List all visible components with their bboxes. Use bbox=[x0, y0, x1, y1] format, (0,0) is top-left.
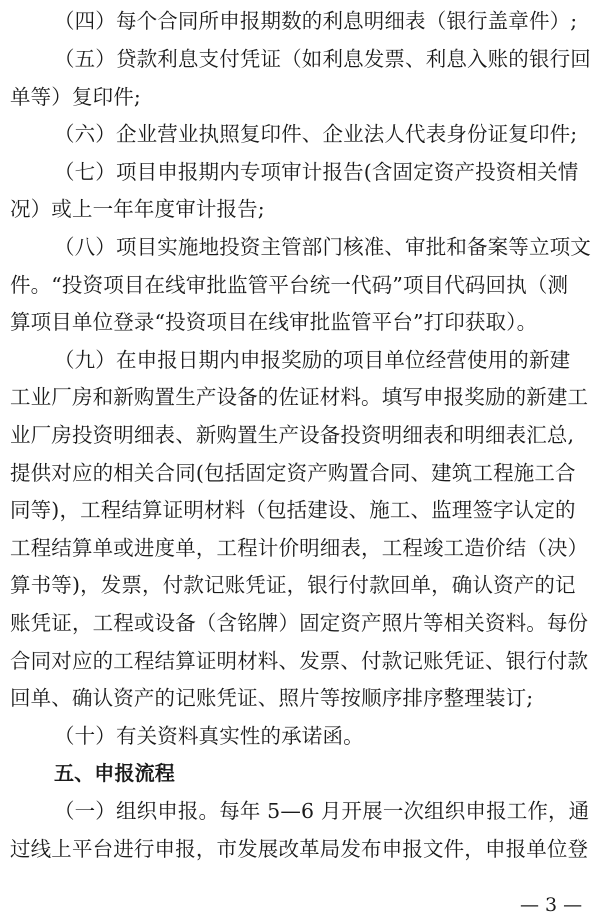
item-9-line-5: 同等)，工程结算证明材料（包括建设、施工、监理签字认定的 bbox=[10, 498, 576, 522]
procedure-1-line-1: （一）组织申报。每年 5—6 月开展一次组织申报工作，通 bbox=[54, 799, 590, 823]
procedure-1-line-2: 过线上平台进行申报，市发展改革局发布申报文件，申报单位登 bbox=[10, 837, 589, 861]
item-9-line-3: 业厂房投资明细表、新购置生产设备投资明细表和明细表汇总, bbox=[10, 423, 575, 447]
item-7-line-1: （七）项目申报期内专项审计报告(含固定资产投资相关情 bbox=[54, 160, 579, 184]
item-4-line-1: （四）每个合同所申报期数的利息明细表（银行盖章件）; bbox=[54, 9, 578, 33]
item-10-line-1: （十）有关资料真实性的承诺函。 bbox=[54, 724, 364, 748]
item-6-line-1: （六）企业营业执照复印件、企业法人代表身份证复印件; bbox=[54, 122, 578, 146]
section-heading: 五、申报流程 bbox=[54, 761, 175, 785]
item-8-line-2: 件。“投资项目在线审批监管平台统一代码”项目代码回执（测 bbox=[10, 273, 569, 297]
item-8-line-3: 算项目单位登录“投资项目在线审批监管平台”打印获取）。 bbox=[10, 310, 538, 334]
item-9-line-10: 回单、确认资产的记账凭证、照片等按顺序排序整理装订; bbox=[10, 686, 534, 710]
item-9-line-7: 算书等)，发票，付款记账凭证，银行付款回单，确认资产的记 bbox=[10, 573, 576, 597]
page-number: — 3 — bbox=[520, 894, 583, 916]
item-9-line-2: 工业厂房和新购置生产设备的佐证材料。填写申报奖励的新建工 bbox=[10, 385, 589, 409]
item-5-line-1: （五）贷款利息支付凭证（如利息发票、利息入账的银行回 bbox=[54, 47, 591, 71]
item-9-line-6: 工程结算单或进度单，工程计价明细表，工程竣工造价结（决） bbox=[10, 536, 589, 560]
item-8-line-1: （八）项目实施地投资主管部门核准、审批和备案等立项文 bbox=[54, 235, 591, 259]
item-5-line-2: 单等）复印件; bbox=[10, 85, 141, 109]
item-9-line-4: 提供对应的相关合同(包括固定资产购置合同、建筑工程施工合 bbox=[10, 461, 576, 485]
item-7-line-2: 况）或上一年年度审计报告; bbox=[10, 197, 265, 221]
item-9-line-1: （九）在申报日期内申报奖励的项目单位经营使用的新建 bbox=[54, 348, 571, 372]
item-9-line-9: 合同对应的工程结算证明材料、发票、付款记账凭证、银行付款 bbox=[10, 649, 589, 673]
item-9-line-8: 账凭证，工程或设备（含铭牌）固定资产照片等相关资料。每份 bbox=[10, 611, 589, 635]
